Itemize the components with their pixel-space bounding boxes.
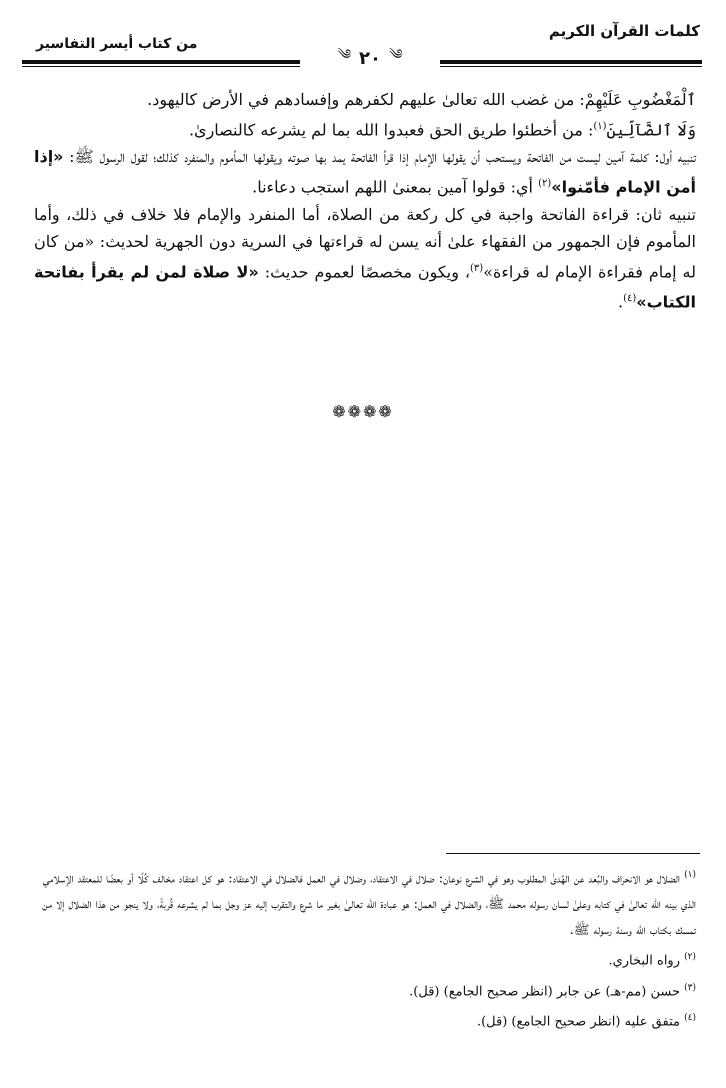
main-text <box>34 86 696 315</box>
footnote-item <box>34 944 696 974</box>
quran-quote: ٱلْمَغْضُوبِ عَلَيْهِمْ <box>584 90 696 109</box>
note-second <box>34 201 696 316</box>
page-number-box <box>300 44 440 72</box>
paragraph-maghdub <box>34 86 696 113</box>
note-text: أي: قولوا آمين بمعنىٰ اللهم استجب دعاءنا. <box>252 177 539 197</box>
page-number: ٢٠ <box>359 47 381 69</box>
paragraph-text: : من أخطئوا طريق الحق فعبدوا الله بما لم يشرعه كالنصارىٰ. <box>188 120 594 140</box>
note-text: تنبيه ثان: قراءة الفاتحة واجبة في كل ركعة من الصلاة، أما المنفرد والإمام فلا خلاف في ذلك، وأما المأموم فإن الجمهور من الفقهاء علىٰ أنه يسن له قراءتها في السرية دون الجهرية لحديث: «من كان له إمام فقراءة الإمام له قراءة» <box>34 204 697 281</box>
footnote-text: متفق عليه (انظر صحيح الجامع) (قل). <box>476 1014 685 1030</box>
paragraph-dallin <box>34 113 696 143</box>
hadith-quote: «إذا أمن الإمام فأمّنوا» <box>34 147 696 197</box>
book-title: كلمات القرآن الكريم <box>548 22 700 40</box>
ornament-right-icon: ༄ <box>388 47 403 63</box>
footnote-ref: (١) <box>593 121 607 132</box>
footnote-item <box>34 975 696 1005</box>
ornament-left-icon: ༄ <box>337 47 351 63</box>
footnote-number: (١) <box>684 870 696 880</box>
footnote-item <box>34 862 696 944</box>
footnote-text: رواه البخاري. <box>608 953 685 969</box>
footnote-rule <box>446 853 700 854</box>
footnote-text: حسن (مم-هـ) عن جابر (انظر صحيح الجامع) (قل). <box>409 983 685 999</box>
source-title: من كتاب أيسر التفاسير <box>36 36 198 52</box>
note-text: . <box>617 292 624 312</box>
footnote-number: (٤) <box>684 1012 696 1023</box>
note-text: ، ويكون مخصصًا لعموم حديث: <box>258 261 471 281</box>
paragraph-text: : من غضب الله تعالىٰ عليهم لكفرهم وإفسادهم في الأرض كاليهود. <box>147 90 585 109</box>
footnote-ref: (٤) <box>623 292 637 304</box>
note-text: تنبيه أول: كلمة آمين ليست من الفاتحة ويستحب أن يقولها الإمام إذا قرأ الفاتحة يمد بها صوته ويقولها المأموم والمنفرد كذلك؛ لقول الرسول ﷺ: <box>63 147 696 167</box>
footnote-item <box>34 1005 696 1035</box>
footnote-number: (٣) <box>684 982 696 993</box>
footnote-ref: (٣) <box>470 262 484 274</box>
footnote-number: (٢) <box>684 952 696 963</box>
footnote-ref: (٢) <box>538 178 552 190</box>
flower-separator: ❁❁❁❁ <box>332 402 394 421</box>
hadith-quote: «لا صلاة لمن لم يقرأ بفاتحة الكتاب» <box>34 261 696 312</box>
footnotes <box>34 862 696 1035</box>
note-first <box>34 143 696 200</box>
quran-quote: وَلَا ٱلضَّآلِّينَ <box>606 120 696 140</box>
footnote-text: الضلال هو الانحراف والبُعد عن الهُدىٰ المطلوب وهو في الشرع نوعان: ضلال في الاعتقاد، وضلال في العمل فالضلال في الاعتقاد: هو كل اعتقاد مخالف كُلًا أو بعضًا للمعتقد الإسلامي الذي بينه الله تعالىٰ في كتابه وعلىٰ لسان رسوله محمد ﷺ، والضلال في العمل: هو عبادة الله تعالىٰ بغير ما شرع والتقرب إليه عز وجل بما لم يشرعه قُربةً، ولا ينجو من هذا الضلال إلا من تمسك بكتاب الله وسنة رسوله ﷺ. <box>42 871 696 939</box>
